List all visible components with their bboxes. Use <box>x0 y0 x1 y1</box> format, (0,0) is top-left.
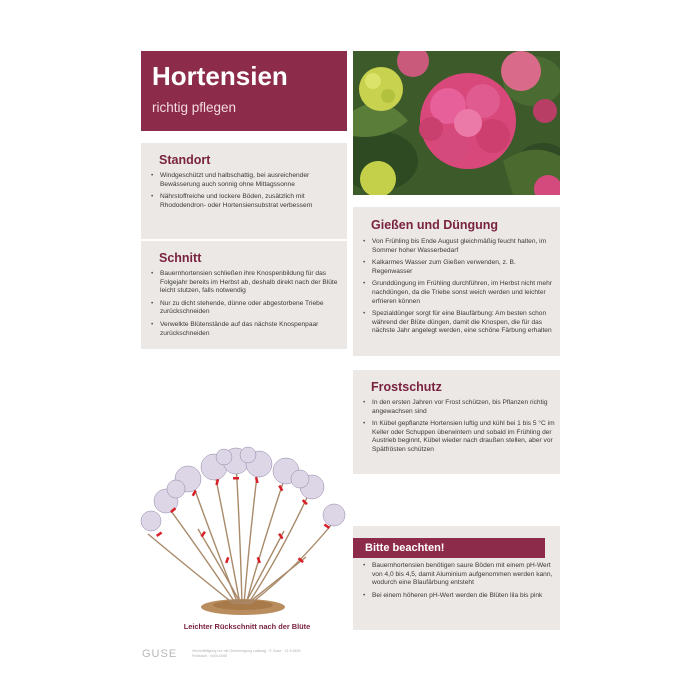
illustration-caption: Leichter Rückschnitt nach der Blüte <box>183 622 311 631</box>
list-item: • Windgeschützt und halbschattig, bei ausreichender Bewässerung auch sonnig ohne Mittagssonne <box>151 172 341 189</box>
title-banner <box>141 51 347 131</box>
list-item: • Grunddüngung im Frühling durchführen, im Herbst nicht mehr nachdüngen, da die Triebe sonst weich werden und leichter erfrieren können <box>363 280 555 306</box>
list-item: • Von Frühling bis Ende August gleichmäßig feucht halten, im Sommer hoher Wasserbedarf <box>363 238 555 255</box>
poster <box>132 44 568 660</box>
standort-list <box>151 172 341 214</box>
list-item: • Nur zu dicht stehende, dünne oder abgestorbene Triebe zurückschneiden <box>151 300 341 317</box>
giessen-heading: Gießen und Düngung <box>371 218 499 232</box>
card-beachten <box>353 526 560 630</box>
schnitt-heading: Schnitt <box>159 251 202 265</box>
list-item: • Bauernhortensien benötigen saure Böden mit einem pH-Wert von 4,0 bis 4,5, damit Aluminium aufgenommen werden kann, wodurch eine Blaufärbung entsteht <box>363 562 555 588</box>
frostschutz-list <box>363 399 555 459</box>
beachten-list <box>363 562 555 604</box>
hydrangea-photo <box>353 51 560 195</box>
pruning-illustration <box>136 409 351 619</box>
standort-heading: Standort <box>159 153 211 167</box>
page-subtitle: richtig pflegen <box>152 100 237 115</box>
flower-heads <box>141 447 345 531</box>
card-schnitt <box>141 241 347 349</box>
card-frostschutz <box>353 370 560 474</box>
list-item: • Bauernhortensien schließen ihre Knospenbildung für das Folgejahr bereits im Herbst ab, deshalb direkt nach der Blüte leicht stutzen, falls notwendig <box>151 270 341 296</box>
soil-mound <box>201 599 285 615</box>
giessen-list <box>363 238 555 340</box>
list-item: • Bei einem höheren pH-Wert werden die Blüten lila bis pink <box>363 592 555 601</box>
list-item: • In Kübel gepflanzte Hortensien luftig und kühl bei 1 bis 5 °C im Keller oder Schuppen überwintern und sobald im Frühling der Austrieb beginnt, Kübel wieder nach draußen stellen, aber vor Spätfrösten schützen <box>363 420 555 454</box>
list-item: • Spezialdünger sorgt für eine Blaufärbung: Am besten schon während der Blüte düngen, damit die Knospen, die für das nächste Jahr angelegt werden, eine schöne Färbung erhalten <box>363 310 555 336</box>
schnitt-list <box>151 270 341 342</box>
list-item: • Nährstoffreiche und lockere Böden, zusätzlich mit Rhododendron- oder Hortensiensubstrat verbessern <box>151 193 341 210</box>
imprint-text: Vervielfältigung nur mit Genehmigung zulässig · © Guse · 21 5 6405 Feldstadt · 0406-0008 <box>192 649 301 658</box>
card-standort <box>141 143 347 239</box>
card-giessen <box>353 207 560 356</box>
beachten-heading: Bitte beachten! <box>353 538 545 558</box>
list-item: • Verwelkte Blütenstände auf das nächste Knospenpaar zurückschneiden <box>151 321 341 338</box>
list-item: • In den ersten Jahren vor Frost schützen, bis Pflanzen richtig angewachsen sind <box>363 399 555 416</box>
hydrangea-photo-image <box>353 51 560 195</box>
list-item: • Kalkarmes Wasser zum Gießen verwenden, z. B. Regenwasser <box>363 259 555 276</box>
frostschutz-heading: Frostschutz <box>371 380 442 394</box>
page-title: Hortensien <box>152 61 288 91</box>
guse-logo: GUSE <box>142 648 178 660</box>
